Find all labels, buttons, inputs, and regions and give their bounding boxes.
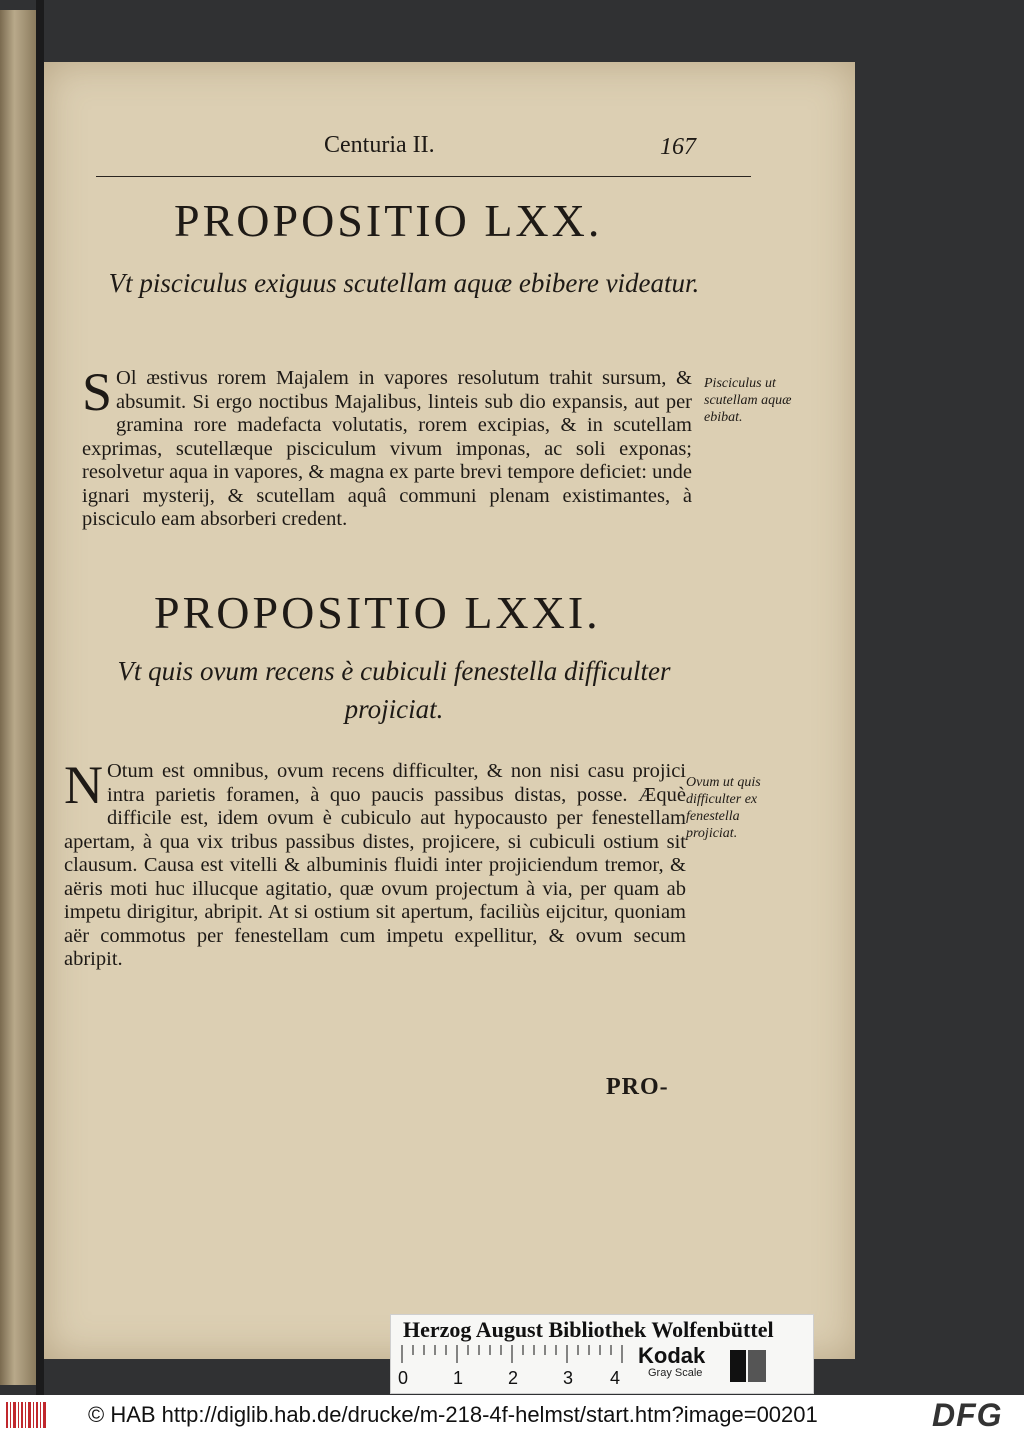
catchword: PRO- [606, 1074, 669, 1100]
proposition-71-subtitle: Vt quis ovum recens è cubiculi fenestella difficulter projiciat. [117, 656, 671, 724]
margin-note-71: Ovum ut quis difficulter ex fenestella projiciat. [686, 775, 761, 841]
kodak-subtitle: Gray Scale [648, 1367, 703, 1379]
ruler-label-3: 3 [563, 1368, 574, 1388]
book-page [44, 62, 855, 1359]
proposition-71-body [64, 755, 686, 972]
dfg-logo: DFG [932, 1397, 1003, 1433]
barcode-icon [6, 1400, 48, 1430]
gray-swatch-black [730, 1350, 746, 1382]
paragraph-text: Ol æstivus rorem Majalem in vapores resolutum trahit sursum, & absumit. Si ergo noctibus Majalibus, linteis sub dio expansis, aut per gramina rore madefacta volutatis, rorem excipias, & in scutellam exprimas, scutellæque pisciculum vivum imponas, ac soli exponas; resolvetur aqua in vapores, & magna ex parte brevi tempore deficiet: unde ignari mysterij, & scutellam aquâ communi plenam existimantes, à pisciculo eam absorberi credent. [82, 367, 692, 530]
dropcap: N [64, 755, 103, 815]
book-gutter [36, 0, 44, 1395]
previous-page-edge [0, 10, 36, 1385]
ruler-label-4: 4 [610, 1368, 621, 1388]
proposition-70-heading: PROPOSITIO LXX. [174, 195, 603, 246]
paragraph-text: Otum est omnibus, ovum recens difficulter, & non nisi casu projici intra parietis foramen, à quo paucis passibus distas, posse. Æquè difficile est, idem ovum è cubiculo aut hypocausto per fenestellam apertam, à qua vix tribus passibus distes, projicere, si cubiculi ostium sit clausum. Causa est vitelli & albuminis fluidi inter projiciendum tremor, & aëris moti huc illucque agitatio, quæ ovum projectum à via, per quam ab impetu dirigitur, abripit. At si ostium sit apertum, faciliùs eijcitur, quoniam aër commotus per fenestellam cum impetu expellitur, & ovum secum abripit. [64, 760, 686, 970]
footer-credit-link[interactable]: © HAB http://diglib.hab.de/drucke/m-218-4f-helmst/start.htm?image=00201 [88, 1402, 818, 1427]
proposition-70-subtitle: Vt pisciculus exiguus scutellam aquæ ebibere videatur. [108, 268, 700, 298]
card-institution-name: Herzog August Bibliothek Wolfenbüttel [403, 1317, 774, 1342]
dropcap: S [82, 362, 113, 422]
ruler-labels [396, 1368, 636, 1390]
header-rule [96, 176, 751, 177]
page-number: 167 [660, 134, 696, 160]
ruler-label-1: 1 [453, 1368, 464, 1388]
running-title: Centuria II. [324, 132, 435, 158]
gray-swatch-dark [748, 1350, 766, 1382]
kodak-brand: Kodak [638, 1343, 706, 1368]
ruler-label-2: 2 [508, 1368, 519, 1388]
ruler-label-0: 0 [398, 1368, 409, 1388]
proposition-71-heading: PROPOSITIO LXXI. [154, 587, 601, 638]
proposition-70-body [82, 362, 692, 532]
margin-note-70: Pisciculus ut scutellam aquæ ebibat. [704, 376, 792, 425]
